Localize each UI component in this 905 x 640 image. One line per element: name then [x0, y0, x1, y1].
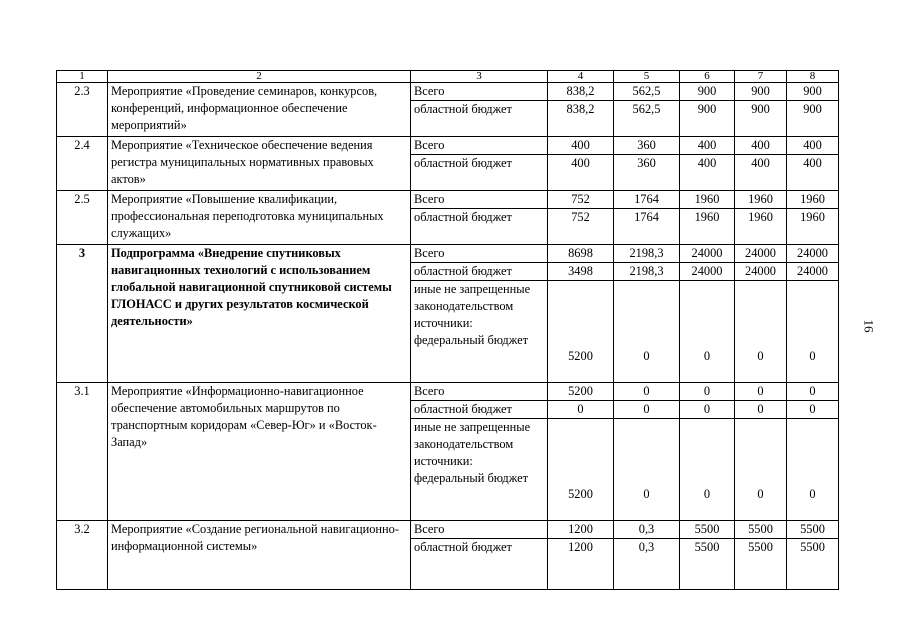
amount-cell-col-5: 0: [614, 281, 680, 383]
amount-cell-col-7: 24000: [735, 245, 787, 263]
amount-cell-col-6: 1960: [680, 191, 735, 209]
amount-cell-col-7: 900: [735, 83, 787, 101]
row-number: 2.5: [57, 191, 108, 245]
table-row: [57, 137, 839, 155]
amount-cell-col-7: 400: [735, 155, 787, 191]
amount-cell-col-4: 3498: [548, 263, 614, 281]
amount-cell-col-5: 2198,3: [614, 263, 680, 281]
amount-cell-col-6: 0: [680, 281, 735, 383]
amount-cell-col-5: 1764: [614, 191, 680, 209]
amount-cell-col-4: 400: [548, 137, 614, 155]
funding-source: областной бюджет: [411, 155, 548, 191]
row-number: 3: [57, 245, 108, 383]
funding-source: областной бюджет: [411, 263, 548, 281]
row-number: 3.1: [57, 383, 108, 521]
funding-source: Всего: [411, 383, 548, 401]
amount-cell-col-5: 0: [614, 419, 680, 521]
budget-table: [56, 70, 839, 590]
amount-cell-col-6: 1960: [680, 209, 735, 245]
activity-name: Подпрограмма «Внедрение спутниковых навигационных технологий с использованием глобальной навигационной спутниковой системы ГЛОНАСС и других результатов космической деятельности»: [108, 245, 411, 383]
amount-cell-col-5: 562,5: [614, 83, 680, 101]
page-number: 16: [861, 319, 877, 333]
amount-cell-col-8: 900: [787, 101, 839, 137]
amount-cell-col-7: 0: [735, 383, 787, 401]
column-number-5: 5: [614, 71, 680, 83]
column-number-8: 8: [787, 71, 839, 83]
amount-cell-col-4: 1200: [548, 539, 614, 590]
table-row: [57, 191, 839, 209]
amount-cell-col-8: 0: [787, 401, 839, 419]
amount-cell-col-6: 5500: [680, 539, 735, 590]
amount-cell-col-8: 900: [787, 83, 839, 101]
amount-cell-col-6: 5500: [680, 521, 735, 539]
amount-cell-col-8: 1960: [787, 209, 839, 245]
table-row: [57, 245, 839, 263]
amount-cell-col-4: 752: [548, 209, 614, 245]
row-number: 2.4: [57, 137, 108, 191]
amount-cell-col-6: 0: [680, 419, 735, 521]
amount-cell-col-6: 0: [680, 383, 735, 401]
amount-cell-col-4: 8698: [548, 245, 614, 263]
amount-cell-col-6: 400: [680, 155, 735, 191]
amount-cell-col-8: 5500: [787, 539, 839, 590]
amount-cell-col-8: 0: [787, 281, 839, 383]
amount-cell-col-8: 5500: [787, 521, 839, 539]
header-row: [57, 71, 839, 83]
amount-cell-col-4: 838,2: [548, 83, 614, 101]
funding-source: Всего: [411, 191, 548, 209]
amount-cell-col-8: 1960: [787, 191, 839, 209]
funding-source: Всего: [411, 137, 548, 155]
amount-cell-col-8: 24000: [787, 263, 839, 281]
amount-cell-col-7: 5500: [735, 539, 787, 590]
amount-cell-col-7: 1960: [735, 191, 787, 209]
amount-cell-col-8: 400: [787, 155, 839, 191]
funding-source: областной бюджет: [411, 401, 548, 419]
funding-source: областной бюджет: [411, 101, 548, 137]
table-row: [57, 521, 839, 539]
amount-cell-col-4: 1200: [548, 521, 614, 539]
amount-cell-col-6: 400: [680, 137, 735, 155]
amount-cell-col-6: 900: [680, 83, 735, 101]
column-number-6: 6: [680, 71, 735, 83]
table-body: [57, 71, 839, 590]
column-number-3: 3: [411, 71, 548, 83]
amount-cell-col-7: 5500: [735, 521, 787, 539]
amount-cell-col-8: 24000: [787, 245, 839, 263]
amount-cell-col-5: 2198,3: [614, 245, 680, 263]
column-number-4: 4: [548, 71, 614, 83]
amount-cell-col-7: 0: [735, 419, 787, 521]
amount-cell-col-4: 838,2: [548, 101, 614, 137]
amount-cell-col-8: 0: [787, 419, 839, 521]
amount-cell-col-4: 5200: [548, 383, 614, 401]
column-number-7: 7: [735, 71, 787, 83]
amount-cell-col-4: 752: [548, 191, 614, 209]
amount-cell-col-5: 360: [614, 137, 680, 155]
amount-cell-col-5: 0,3: [614, 521, 680, 539]
amount-cell-col-7: 24000: [735, 263, 787, 281]
amount-cell-col-5: 360: [614, 155, 680, 191]
amount-cell-col-6: 24000: [680, 245, 735, 263]
funding-source: Всего: [411, 245, 548, 263]
funding-source: иные не запрещенные законодательством источники: федеральный бюджет: [411, 419, 548, 521]
activity-name: Мероприятие «Техническое обеспечение ведения регистра муниципальных нормативных правовых актов»: [108, 137, 411, 191]
amount-cell-col-5: 0: [614, 401, 680, 419]
amount-cell-col-4: 5200: [548, 281, 614, 383]
amount-cell-col-7: 400: [735, 137, 787, 155]
amount-cell-col-7: 0: [735, 281, 787, 383]
amount-cell-col-4: 0: [548, 401, 614, 419]
row-number: 3.2: [57, 521, 108, 590]
amount-cell-col-8: 0: [787, 383, 839, 401]
column-number-2: 2: [108, 71, 411, 83]
table-row: [57, 383, 839, 401]
amount-cell-col-5: 0,3: [614, 539, 680, 590]
amount-cell-col-7: 0: [735, 401, 787, 419]
activity-name: Мероприятие «Информационно-навигационное обеспечение автомобильных маршрутов по транспортным коридорам «Север-Юг» и «Восток-Запад»: [108, 383, 411, 521]
activity-name: Мероприятие «Создание региональной навигационно-информационной системы»: [108, 521, 411, 590]
column-number-1: 1: [57, 71, 108, 83]
funding-source: Всего: [411, 83, 548, 101]
funding-source: областной бюджет: [411, 209, 548, 245]
amount-cell-col-6: 900: [680, 101, 735, 137]
amount-cell-col-5: 1764: [614, 209, 680, 245]
table-row: [57, 83, 839, 101]
amount-cell-col-5: 0: [614, 383, 680, 401]
funding-source: иные не запрещенные законодательством источники: федеральный бюджет: [411, 281, 548, 383]
activity-name: Мероприятие «Повышение квалификации, профессиональная переподготовка муниципальных служащих»: [108, 191, 411, 245]
funding-source: областной бюджет: [411, 539, 548, 590]
amount-cell-col-4: 5200: [548, 419, 614, 521]
amount-cell-col-7: 1960: [735, 209, 787, 245]
amount-cell-col-8: 400: [787, 137, 839, 155]
amount-cell-col-6: 0: [680, 401, 735, 419]
row-number: 2.3: [57, 83, 108, 137]
amount-cell-col-5: 562,5: [614, 101, 680, 137]
amount-cell-col-4: 400: [548, 155, 614, 191]
funding-source: Всего: [411, 521, 548, 539]
activity-name: Мероприятие «Проведение семинаров, конкурсов, конференций, информационное обеспечение мероприятий»: [108, 83, 411, 137]
amount-cell-col-7: 900: [735, 101, 787, 137]
amount-cell-col-6: 24000: [680, 263, 735, 281]
